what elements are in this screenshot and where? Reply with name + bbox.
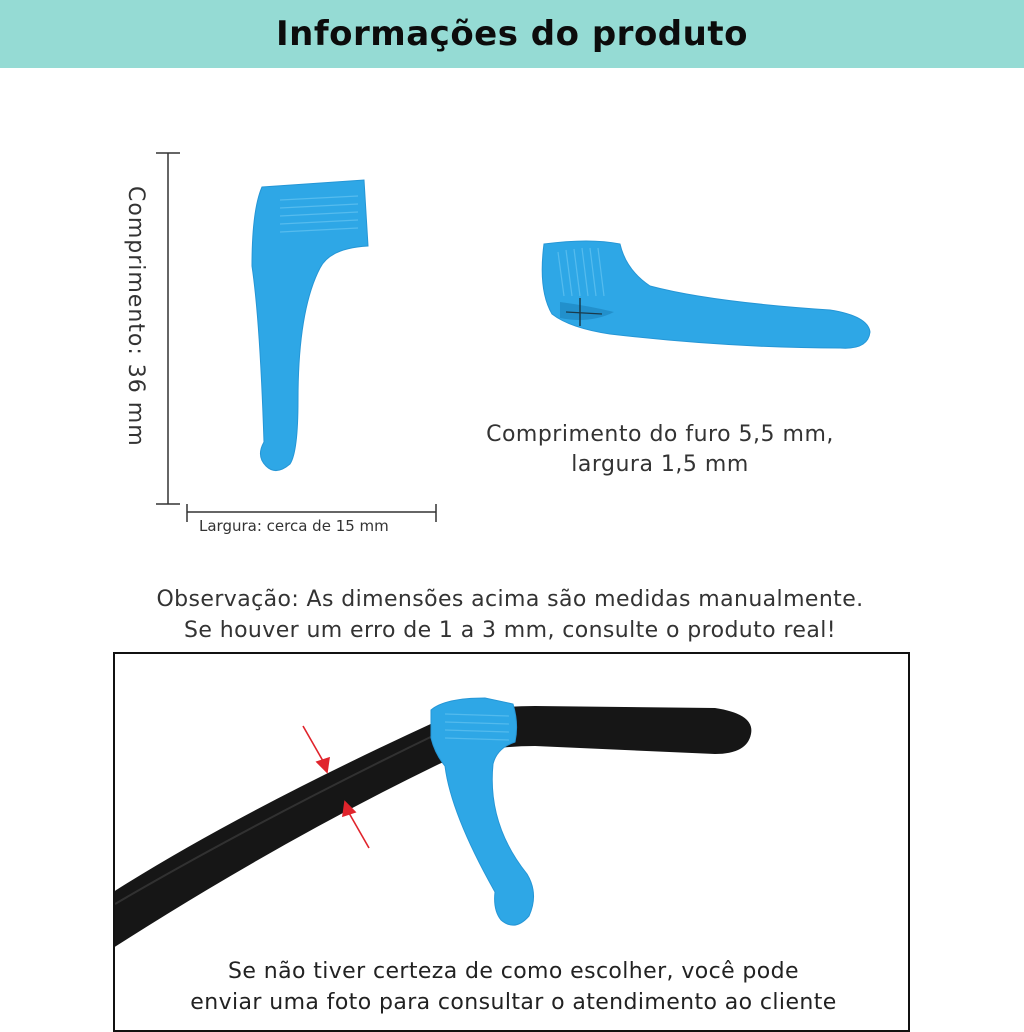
hole-size-line-1: Comprimento do furo 5,5 mm, — [486, 422, 834, 447]
measurement-note — [60, 584, 960, 646]
usage-illustration-frame — [113, 652, 910, 1032]
length-label: Comprimento: 36 mm — [123, 186, 148, 447]
help-line-2: enviar uma foto para consultar o atendimento ao cliente — [190, 990, 837, 1015]
page-title: Informações do produto — [276, 14, 748, 54]
customer-help-text — [115, 956, 910, 1018]
ear-hook-top-view — [530, 230, 880, 360]
hole-size-text — [440, 420, 880, 480]
header-banner — [0, 0, 1024, 68]
length-dimension-line — [150, 148, 190, 510]
hole-size-line-2: largura 1,5 mm — [571, 452, 749, 477]
note-line-1: Observação: As dimensões acima são medidas manualmente. — [156, 587, 864, 612]
ear-hook-side-view — [240, 170, 380, 480]
width-label: Largura: cerca de 15 mm — [199, 517, 389, 535]
note-line-2: Se houver um erro de 1 a 3 mm, consulte o produto real! — [184, 618, 836, 643]
help-line-1: Se não tiver certeza de como escolher, você pode — [228, 959, 799, 984]
